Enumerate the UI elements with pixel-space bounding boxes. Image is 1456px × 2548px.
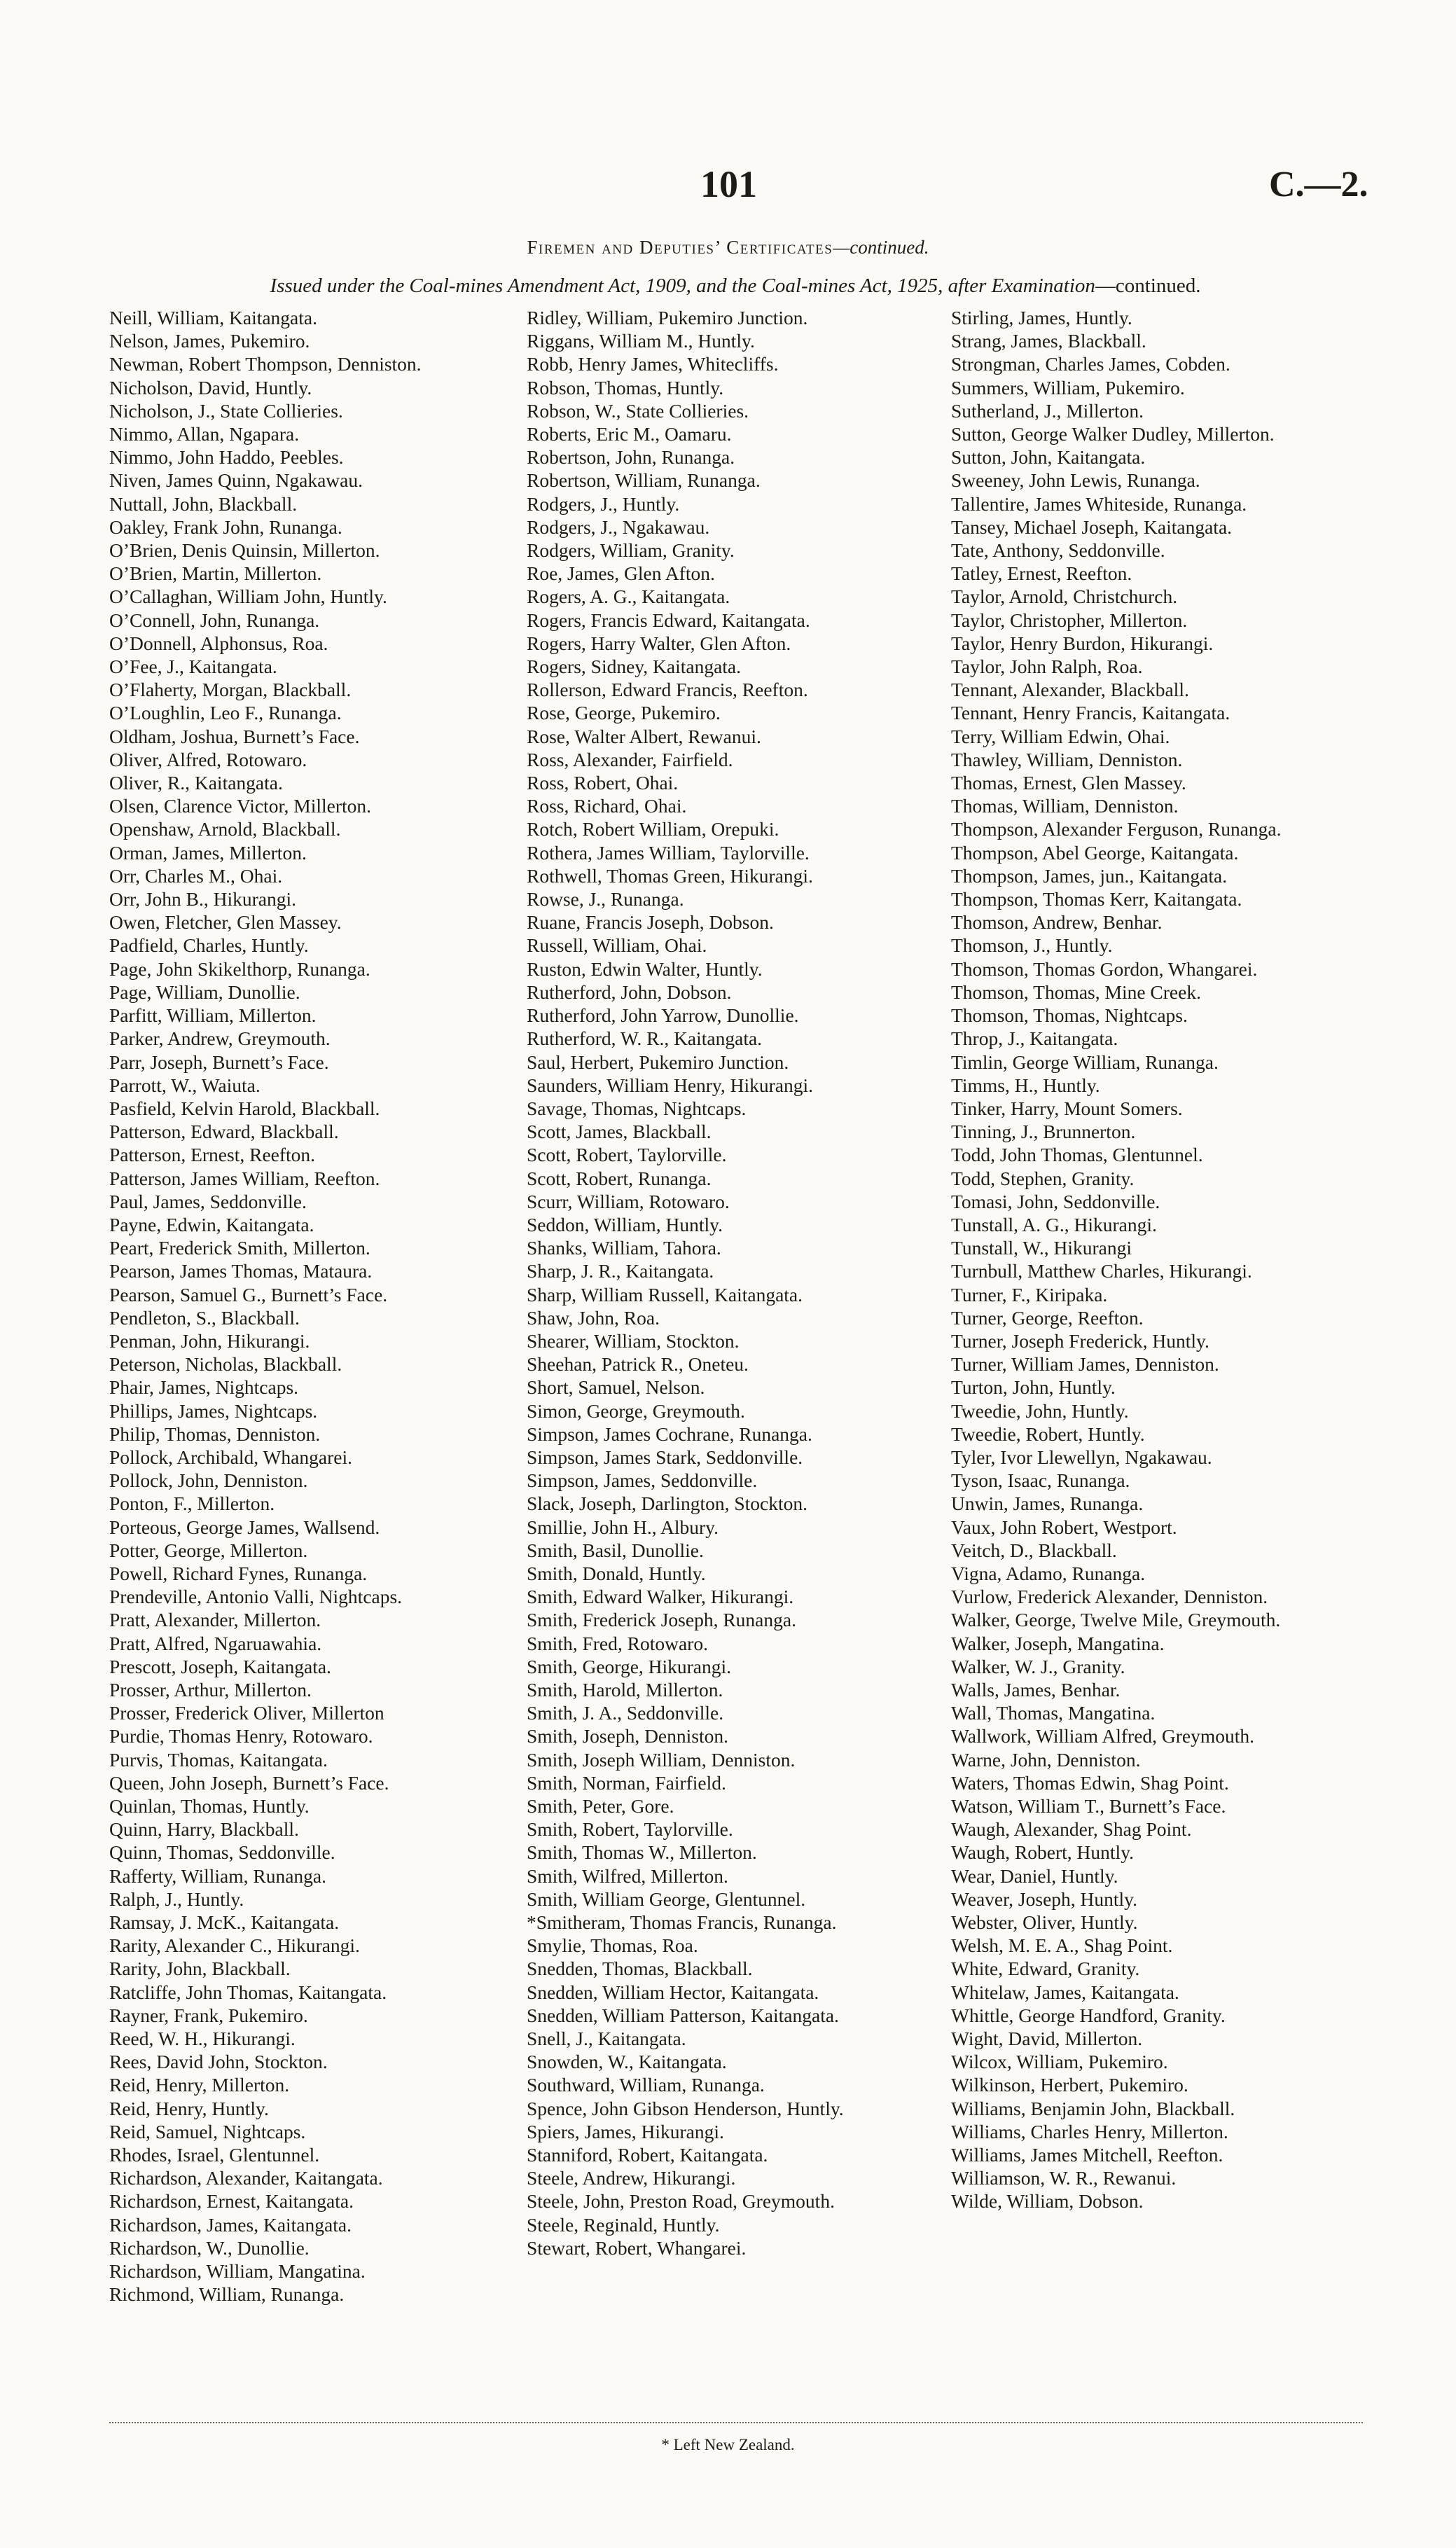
list-item: Porteous, George James, Wallsend. bbox=[109, 1516, 380, 1538]
list-item: Unwin, James, Runanga. bbox=[951, 1493, 1144, 1515]
list-item: Sharp, J. R., Kaitangata. bbox=[527, 1260, 714, 1282]
list-item: Turton, John, Huntly. bbox=[951, 1376, 1116, 1399]
list-item: Simpson, James, Seddonville. bbox=[527, 1469, 758, 1492]
list-item: Orman, James, Millerton. bbox=[109, 841, 307, 864]
list-item: Prendeville, Antonio Valli, Nightcaps. bbox=[109, 1586, 403, 1608]
list-item: Savage, Thomas, Nightcaps. bbox=[527, 1097, 747, 1119]
list-item: Ridley, William, Pukemiro Junction. bbox=[527, 307, 808, 328]
list-item: Pendleton, S., Blackball. bbox=[109, 1306, 300, 1329]
list-item: Smith, Donald, Huntly. bbox=[527, 1562, 706, 1584]
list-item: Vaux, John Robert, Westport. bbox=[951, 1516, 1177, 1538]
list-item: Nuttall, John, Blackball. bbox=[109, 492, 298, 515]
list-item: Taylor, Christopher, Millerton. bbox=[951, 609, 1188, 631]
list-item: Tweedie, John, Huntly. bbox=[951, 1399, 1129, 1422]
list-item: Rowse, J., Runanga. bbox=[527, 888, 684, 911]
list-item: Tinker, Harry, Mount Somers. bbox=[951, 1097, 1183, 1119]
list-item: Patterson, James William, Reefton. bbox=[109, 1167, 380, 1189]
list-item: O’Flaherty, Morgan, Blackball. bbox=[109, 679, 352, 701]
list-item: Walker, W. J., Granity. bbox=[951, 1655, 1125, 1677]
list-item: Rafferty, William, Runanga. bbox=[109, 1864, 326, 1887]
list-item: Tate, Anthony, Seddonville. bbox=[951, 539, 1165, 562]
list-item: Parfitt, William, Millerton. bbox=[109, 1004, 317, 1027]
list-item: Walls, James, Benhar. bbox=[951, 1678, 1121, 1701]
list-item: Wallwork, William Alfred, Greymouth. bbox=[951, 1725, 1255, 1747]
list-item: Powell, Richard Fynes, Runanga. bbox=[109, 1562, 368, 1584]
list-item: Scott, James, Blackball. bbox=[527, 1121, 712, 1143]
list-item: Quinn, Thomas, Seddonville. bbox=[109, 1841, 335, 1864]
list-item: Steele, Reginald, Huntly. bbox=[527, 2213, 720, 2236]
list-item: Watson, William T., Burnett’s Face. bbox=[951, 1795, 1226, 1817]
list-item: Queen, John Joseph, Burnett’s Face. bbox=[109, 1771, 389, 1794]
list-item: Pearson, James Thomas, Mataura. bbox=[109, 1260, 373, 1282]
list-item: Simpson, James Stark, Seddonville. bbox=[527, 1446, 803, 1468]
list-item: Rutherford, John, Dobson. bbox=[527, 981, 732, 1003]
list-item: Orr, John B., Hikurangi. bbox=[109, 888, 296, 911]
list-item: Pearson, Samuel G., Burnett’s Face. bbox=[109, 1283, 388, 1306]
list-item: Parr, Joseph, Burnett’s Face. bbox=[109, 1051, 329, 1073]
list-item: Ross, Alexander, Fairfield. bbox=[527, 748, 733, 770]
list-item: Whitelaw, James, Kaitangata. bbox=[951, 1981, 1179, 2003]
list-item: Payne, Edwin, Kaitangata. bbox=[109, 1213, 314, 1235]
list-item: Shanks, William, Tahora. bbox=[527, 1237, 721, 1259]
list-item: Wear, Daniel, Huntly. bbox=[951, 1864, 1118, 1887]
list-item: Rothwell, Thomas Green, Hikurangi. bbox=[527, 864, 813, 887]
list-item: Peart, Frederick Smith, Millerton. bbox=[109, 1237, 370, 1259]
list-item: O’Loughlin, Leo F., Runanga. bbox=[109, 702, 342, 724]
list-item: Turner, George, Reefton. bbox=[951, 1306, 1144, 1329]
list-item: Strang, James, Blackball. bbox=[951, 330, 1146, 352]
list-item: Steele, Andrew, Hikurangi. bbox=[527, 2167, 736, 2189]
list-item: Snedden, Thomas, Blackball. bbox=[527, 1958, 753, 1980]
list-item: Taylor, Henry Burdon, Hikurangi. bbox=[951, 632, 1214, 654]
list-item: Whittle, George Handford, Granity. bbox=[951, 2004, 1226, 2026]
list-item: Smith, Edward Walker, Hikurangi. bbox=[527, 1586, 794, 1608]
list-item: Pasfield, Kelvin Harold, Blackball. bbox=[109, 1097, 380, 1119]
list-item: Reid, Henry, Huntly. bbox=[109, 2097, 269, 2119]
list-item: Smith, Joseph William, Denniston. bbox=[527, 1748, 796, 1771]
list-item: Richardson, Ernest, Kaitangata. bbox=[109, 2190, 354, 2213]
list-item: O’Brien, Martin, Millerton. bbox=[109, 562, 322, 585]
list-item: Welsh, M. E. A., Shag Point. bbox=[951, 1934, 1173, 1957]
list-item: Rogers, Francis Edward, Kaitangata. bbox=[527, 609, 810, 631]
list-item: Parker, Andrew, Greymouth. bbox=[109, 1027, 331, 1050]
name-columns bbox=[109, 306, 1363, 2393]
list-item: Riggans, William M., Huntly. bbox=[527, 330, 755, 352]
section-heading-continued: —continued. bbox=[833, 237, 929, 258]
list-item: Wall, Thomas, Mangatina. bbox=[951, 1702, 1156, 1724]
list-item: Tunstall, A. G., Hikurangi. bbox=[951, 1213, 1157, 1235]
list-item: Snowden, W., Kaitangata. bbox=[527, 2051, 727, 2073]
list-item: Pollock, Archibald, Whangarei. bbox=[109, 1446, 352, 1468]
list-item: Vurlow, Frederick Alexander, Denniston. bbox=[951, 1586, 1268, 1608]
list-item: Sheehan, Patrick R., Oneteu. bbox=[527, 1353, 749, 1376]
list-item: Parrott, W., Waiuta. bbox=[109, 1074, 261, 1096]
list-item: Slack, Joseph, Darlington, Stockton. bbox=[527, 1493, 808, 1515]
list-item: Seddon, William, Huntly. bbox=[527, 1213, 723, 1235]
list-item: Russell, William, Ohai. bbox=[527, 934, 707, 957]
report-code: C.—2. bbox=[1269, 165, 1368, 205]
list-item: Philip, Thomas, Denniston. bbox=[109, 1422, 321, 1445]
list-item: Veitch, D., Blackball. bbox=[951, 1539, 1117, 1561]
list-item: Pratt, Alexander, Millerton. bbox=[109, 1609, 321, 1631]
list-item: Smith, J. A., Seddonville. bbox=[527, 1702, 724, 1724]
list-item: Roberts, Eric M., Oamaru. bbox=[527, 423, 732, 445]
list-item: Steele, John, Preston Road, Greymouth. bbox=[527, 2190, 835, 2213]
list-item: Smylie, Thomas, Roa. bbox=[527, 1934, 698, 1957]
list-item: Rodgers, William, Granity. bbox=[527, 539, 735, 562]
list-item: Oliver, Alfred, Rotowaro. bbox=[109, 748, 307, 770]
list-item: Owen, Fletcher, Glen Massey. bbox=[109, 911, 342, 934]
list-item: O’Brien, Denis Quinsin, Millerton. bbox=[109, 539, 380, 562]
list-item: Timlin, George William, Runanga. bbox=[951, 1051, 1219, 1073]
list-item: Nicholson, David, Huntly. bbox=[109, 376, 312, 399]
list-item: Ruston, Edwin Walter, Huntly. bbox=[527, 957, 763, 980]
list-item: Tatley, Ernest, Reefton. bbox=[951, 562, 1132, 585]
list-item: Prosser, Frederick Oliver, Millerton bbox=[109, 1702, 384, 1724]
subheading-text: Issued under the Coal-mines Amendment Act, 1909, and the Coal-mines Act, 1925, after Examination bbox=[270, 275, 1095, 297]
list-item: Tansey, Michael Joseph, Kaitangata. bbox=[951, 515, 1233, 538]
list-item: Thompson, Abel George, Kaitangata. bbox=[951, 841, 1239, 864]
list-item: Robson, Thomas, Huntly. bbox=[527, 376, 724, 399]
list-item: Richardson, Alexander, Kaitangata. bbox=[109, 2167, 383, 2189]
list-item: Prosser, Arthur, Millerton. bbox=[109, 1678, 312, 1701]
list-item: Timms, H., Huntly. bbox=[951, 1074, 1100, 1096]
list-item: Richardson, W., Dunollie. bbox=[109, 2236, 310, 2259]
list-item: Taylor, John Ralph, Roa. bbox=[951, 656, 1143, 678]
page-number: 101 bbox=[700, 163, 757, 205]
list-item: Rose, Walter Albert, Rewanui. bbox=[527, 725, 761, 747]
list-item: Snell, J., Kaitangata. bbox=[527, 2028, 686, 2050]
list-item: Ralph, J., Huntly. bbox=[109, 1888, 244, 1910]
list-item: Williams, Benjamin John, Blackball. bbox=[951, 2097, 1235, 2119]
list-item: Patterson, Edward, Blackball. bbox=[109, 1121, 339, 1143]
list-item: Phillips, James, Nightcaps. bbox=[109, 1399, 318, 1422]
list-item: Smillie, John H., Albury. bbox=[527, 1516, 719, 1538]
section-heading-title: Firemen and Deputies’ Certificates bbox=[527, 237, 833, 258]
list-item: Tweedie, Robert, Huntly. bbox=[951, 1422, 1145, 1445]
list-item: Smith, Wilfred, Millerton. bbox=[527, 1864, 728, 1887]
list-item: Tennant, Alexander, Blackball. bbox=[951, 679, 1189, 701]
subheading-continued: —continued. bbox=[1095, 275, 1201, 297]
list-item: Williams, Charles Henry, Millerton. bbox=[951, 2120, 1228, 2142]
list-item: Paul, James, Seddonville. bbox=[109, 1190, 307, 1212]
list-item: Throp, J., Kaitangata. bbox=[951, 1027, 1118, 1050]
list-item: Neill, William, Kaitangata. bbox=[109, 307, 317, 328]
column-3 bbox=[951, 306, 1363, 2213]
list-item: Rhodes, Israel, Glentunnel. bbox=[109, 2144, 320, 2166]
list-item: Waugh, Robert, Huntly. bbox=[951, 1841, 1135, 1864]
list-item: Strongman, Charles James, Cobden. bbox=[951, 353, 1230, 375]
list-item: Newman, Robert Thompson, Denniston. bbox=[109, 353, 422, 375]
list-item: Turner, F., Kiripaka. bbox=[951, 1283, 1108, 1306]
list-item: Peterson, Nicholas, Blackball. bbox=[109, 1353, 342, 1376]
list-item: Roe, James, Glen Afton. bbox=[527, 562, 715, 585]
list-item: Quinn, Harry, Blackball. bbox=[109, 1818, 299, 1841]
list-item: Walker, Joseph, Mangatina. bbox=[951, 1632, 1165, 1654]
list-item: Scott, Robert, Taylorville. bbox=[527, 1144, 727, 1166]
list-item: Stewart, Robert, Whangarei. bbox=[527, 2236, 747, 2259]
list-item: Rarity, John, Blackball. bbox=[109, 1958, 291, 1980]
list-item: Smith, George, Hikurangi. bbox=[527, 1655, 732, 1677]
list-item: White, Edward, Granity. bbox=[951, 1958, 1140, 1980]
list-item: Tunstall, W., Hikurangi bbox=[951, 1237, 1132, 1259]
list-item: Oliver, R., Kaitangata. bbox=[109, 772, 283, 794]
list-item: Rotch, Robert William, Orepuki. bbox=[527, 818, 779, 840]
list-item: Richardson, William, Mangatina. bbox=[109, 2260, 366, 2283]
list-item: Rose, George, Pukemiro. bbox=[527, 702, 721, 724]
list-item: Penman, John, Hikurangi. bbox=[109, 1329, 310, 1352]
list-item: Reed, W. H., Hikurangi. bbox=[109, 2028, 296, 2050]
list-item: Smith, Fred, Rotowaro. bbox=[527, 1632, 708, 1654]
list-item: Smith, Robert, Taylorville. bbox=[527, 1818, 733, 1841]
section-heading bbox=[0, 237, 1456, 258]
list-item: Quinlan, Thomas, Huntly. bbox=[109, 1795, 310, 1817]
list-item: Smith, Basil, Dunollie. bbox=[527, 1539, 704, 1561]
list-item: O’Callaghan, William John, Huntly. bbox=[109, 586, 387, 608]
list-item: Wilkinson, Herbert, Pukemiro. bbox=[951, 2074, 1188, 2096]
list-item: Phair, James, Nightcaps. bbox=[109, 1376, 299, 1399]
footnote: * Left New Zealand. bbox=[661, 2436, 795, 2453]
list-item: Oldham, Joshua, Burnett’s Face. bbox=[109, 725, 360, 747]
list-item: Smith, Joseph, Denniston. bbox=[527, 1725, 728, 1747]
list-item: Smith, Thomas W., Millerton. bbox=[527, 1841, 757, 1864]
list-item: Smith, William George, Glentunnel. bbox=[527, 1888, 806, 1910]
list-item: Sutton, John, Kaitangata. bbox=[951, 446, 1146, 469]
list-item: Snedden, William Hector, Kaitangata. bbox=[527, 1981, 819, 2003]
list-item: Niven, James Quinn, Ngakawau. bbox=[109, 469, 363, 492]
list-item: Rollerson, Edward Francis, Reefton. bbox=[527, 679, 808, 701]
list-item: Smith, Harold, Millerton. bbox=[527, 1678, 723, 1701]
list-item: Saul, Herbert, Pukemiro Junction. bbox=[527, 1051, 789, 1073]
footnote-rule bbox=[109, 2422, 1363, 2423]
list-item: Purvis, Thomas, Kaitangata. bbox=[109, 1748, 328, 1771]
list-item: Thomson, Thomas Gordon, Whangarei. bbox=[951, 957, 1258, 980]
list-item: Tyler, Ivor Llewellyn, Ngakawau. bbox=[951, 1446, 1212, 1468]
list-item: Robertson, William, Runanga. bbox=[527, 469, 761, 492]
list-item: Purdie, Thomas Henry, Rotowaro. bbox=[109, 1725, 373, 1747]
list-item: Smith, Frederick Joseph, Runanga. bbox=[527, 1609, 796, 1631]
list-item: Robertson, John, Runanga. bbox=[527, 446, 735, 469]
column-1 bbox=[109, 306, 510, 2306]
list-item: Prescott, Joseph, Kaitangata. bbox=[109, 1655, 331, 1677]
list-item: Tennant, Henry Francis, Kaitangata. bbox=[951, 702, 1230, 724]
list-item: Thomson, Thomas, Nightcaps. bbox=[951, 1004, 1188, 1027]
list-item: Richardson, James, Kaitangata. bbox=[109, 2213, 352, 2236]
list-item: Stanniford, Robert, Kaitangata. bbox=[527, 2144, 768, 2166]
list-item: Rodgers, J., Ngakawau. bbox=[527, 515, 710, 538]
list-item: Summers, William, Pukemiro. bbox=[951, 376, 1185, 399]
list-item: Scurr, William, Rotowaro. bbox=[527, 1190, 730, 1212]
list-item: Thompson, Alexander Ferguson, Runanga. bbox=[951, 818, 1282, 840]
list-item: Tallentire, James Whiteside, Runanga. bbox=[951, 492, 1247, 515]
list-item: Openshaw, Arnold, Blackball. bbox=[109, 818, 341, 840]
list-item: Todd, John Thomas, Glentunnel. bbox=[951, 1144, 1203, 1166]
list-item: Vigna, Adamo, Runanga. bbox=[951, 1562, 1146, 1584]
list-item: Page, John Skikelthorp, Runanga. bbox=[109, 957, 370, 980]
list-item: Williamson, W. R., Rewanui. bbox=[951, 2167, 1177, 2189]
list-item: Waugh, Alexander, Shag Point. bbox=[951, 1818, 1192, 1841]
list-item: Tinning, J., Brunnerton. bbox=[951, 1121, 1136, 1143]
list-item: Oakley, Frank John, Runanga. bbox=[109, 515, 342, 538]
list-item: Nicholson, J., State Collieries. bbox=[109, 399, 343, 422]
list-item: Spiers, James, Hikurangi. bbox=[527, 2120, 724, 2142]
list-item: Ratcliffe, John Thomas, Kaitangata. bbox=[109, 1981, 387, 2003]
list-item: Thomson, Andrew, Benhar. bbox=[951, 911, 1163, 934]
list-item: Wight, David, Millerton. bbox=[951, 2028, 1143, 2050]
list-item: Weaver, Joseph, Huntly. bbox=[951, 1888, 1138, 1910]
list-item: Warne, John, Denniston. bbox=[951, 1748, 1141, 1771]
list-item: Rutherford, John Yarrow, Dunollie. bbox=[527, 1004, 799, 1027]
list-item: Sweeney, John Lewis, Runanga. bbox=[951, 469, 1200, 492]
list-item: Simpson, James Cochrane, Runanga. bbox=[527, 1422, 812, 1445]
list-item: O’Donnell, Alphonsus, Roa. bbox=[109, 632, 328, 654]
list-item: Thomson, Thomas, Mine Creek. bbox=[951, 981, 1201, 1003]
list-item: Simon, George, Greymouth. bbox=[527, 1399, 745, 1422]
list-item: Terry, William Edwin, Ohai. bbox=[951, 725, 1170, 747]
list-item: Rayner, Frank, Pukemiro. bbox=[109, 2004, 308, 2026]
list-item: Turner, Joseph Frederick, Huntly. bbox=[951, 1329, 1209, 1352]
list-item: Turnbull, Matthew Charles, Hikurangi. bbox=[951, 1260, 1252, 1282]
list-item: Rogers, Harry Walter, Glen Afton. bbox=[527, 632, 791, 654]
list-item: Richmond, William, Runanga. bbox=[109, 2283, 345, 2306]
list-item: Rogers, A. G., Kaitangata. bbox=[527, 586, 730, 608]
list-item: Rarity, Alexander C., Hikurangi. bbox=[109, 1934, 360, 1957]
list-item: Reid, Henry, Millerton. bbox=[109, 2074, 290, 2096]
list-item: Shearer, William, Stockton. bbox=[527, 1329, 740, 1352]
list-item: Pratt, Alfred, Ngaruawahia. bbox=[109, 1632, 322, 1654]
list-item: Sutton, George Walker Dudley, Millerton. bbox=[951, 423, 1275, 445]
list-item: Orr, Charles M., Ohai. bbox=[109, 864, 283, 887]
list-item: Rutherford, W. R., Kaitangata. bbox=[527, 1027, 763, 1050]
list-item: O’Fee, J., Kaitangata. bbox=[109, 656, 277, 678]
list-item: Rothera, James William, Taylorville. bbox=[527, 841, 810, 864]
list-item: O’Connell, John, Runanga. bbox=[109, 609, 320, 631]
list-item: Spence, John Gibson Henderson, Huntly. bbox=[527, 2097, 844, 2119]
list-item: Ross, Robert, Ohai. bbox=[527, 772, 679, 794]
list-item: Ross, Richard, Ohai. bbox=[527, 795, 687, 817]
list-item: Thomson, J., Huntly. bbox=[951, 934, 1113, 957]
list-item: Webster, Oliver, Huntly. bbox=[951, 1911, 1138, 1934]
list-item: Rodgers, J., Huntly. bbox=[527, 492, 680, 515]
list-item: Waters, Thomas Edwin, Shag Point. bbox=[951, 1771, 1229, 1794]
list-item: Rees, David John, Stockton. bbox=[109, 2051, 328, 2073]
list-item: Taylor, Arnold, Christchurch. bbox=[951, 586, 1178, 608]
list-item: Wilcox, William, Pukemiro. bbox=[951, 2051, 1168, 2073]
list-item: Williams, James Mitchell, Reefton. bbox=[951, 2144, 1223, 2166]
list-item: Robb, Henry James, Whitecliffs. bbox=[527, 353, 779, 375]
list-item: Shaw, John, Roa. bbox=[527, 1306, 660, 1329]
list-item: Short, Samuel, Nelson. bbox=[527, 1376, 705, 1399]
list-item: Potter, George, Millerton. bbox=[109, 1539, 308, 1561]
list-item: Walker, George, Twelve Mile, Greymouth. bbox=[951, 1609, 1281, 1631]
list-item: Padfield, Charles, Huntly. bbox=[109, 934, 309, 957]
list-item: Thawley, William, Denniston. bbox=[951, 748, 1183, 770]
subheading bbox=[105, 275, 1366, 298]
list-item: Reid, Samuel, Nightcaps. bbox=[109, 2120, 306, 2142]
list-item: Nelson, James, Pukemiro. bbox=[109, 330, 310, 352]
list-item: Turner, William James, Denniston. bbox=[951, 1353, 1219, 1376]
list-item: Patterson, Ernest, Reefton. bbox=[109, 1144, 316, 1166]
list-item: Snedden, William Patterson, Kaitangata. bbox=[527, 2004, 839, 2026]
list-item: Wilde, William, Dobson. bbox=[951, 2190, 1144, 2213]
list-item: Tomasi, John, Seddonville. bbox=[951, 1190, 1160, 1212]
list-item: Tyson, Isaac, Runanga. bbox=[951, 1469, 1130, 1492]
list-item: Sutherland, J., Millerton. bbox=[951, 399, 1144, 422]
list-item: Ruane, Francis Joseph, Dobson. bbox=[527, 911, 774, 934]
list-item: Pollock, John, Denniston. bbox=[109, 1469, 308, 1492]
list-item: Olsen, Clarence Victor, Millerton. bbox=[109, 795, 372, 817]
list-item: Rogers, Sidney, Kaitangata. bbox=[527, 656, 741, 678]
list-item: Sharp, William Russell, Kaitangata. bbox=[527, 1283, 803, 1306]
list-item: Robson, W., State Collieries. bbox=[527, 399, 749, 422]
list-item: *Smitheram, Thomas Francis, Runanga. bbox=[527, 1911, 837, 1934]
list-item: Smith, Norman, Fairfield. bbox=[527, 1771, 726, 1794]
list-item: Stirling, James, Huntly. bbox=[951, 307, 1132, 328]
list-item: Nimmo, Allan, Ngapara. bbox=[109, 423, 300, 445]
list-item: Ramsay, J. McK., Kaitangata. bbox=[109, 1911, 340, 1934]
list-item: Smith, Peter, Gore. bbox=[527, 1795, 674, 1817]
list-item: Nimmo, John Haddo, Peebles. bbox=[109, 446, 344, 469]
list-item: Page, William, Dunollie. bbox=[109, 981, 300, 1003]
list-item: Thompson, James, jun., Kaitangata. bbox=[951, 864, 1228, 887]
list-item: Southward, William, Runanga. bbox=[527, 2074, 765, 2096]
list-item: Scott, Robert, Runanga. bbox=[527, 1167, 712, 1189]
list-item: Saunders, William Henry, Hikurangi. bbox=[527, 1074, 814, 1096]
list-item: Thompson, Thomas Kerr, Kaitangata. bbox=[951, 888, 1242, 911]
list-item: Ponton, F., Millerton. bbox=[109, 1493, 275, 1515]
list-item: Thomas, Ernest, Glen Massey. bbox=[951, 772, 1186, 794]
list-item: Todd, Stephen, Granity. bbox=[951, 1167, 1135, 1189]
list-item: Thomas, William, Denniston. bbox=[951, 795, 1179, 817]
column-2 bbox=[527, 306, 938, 2259]
